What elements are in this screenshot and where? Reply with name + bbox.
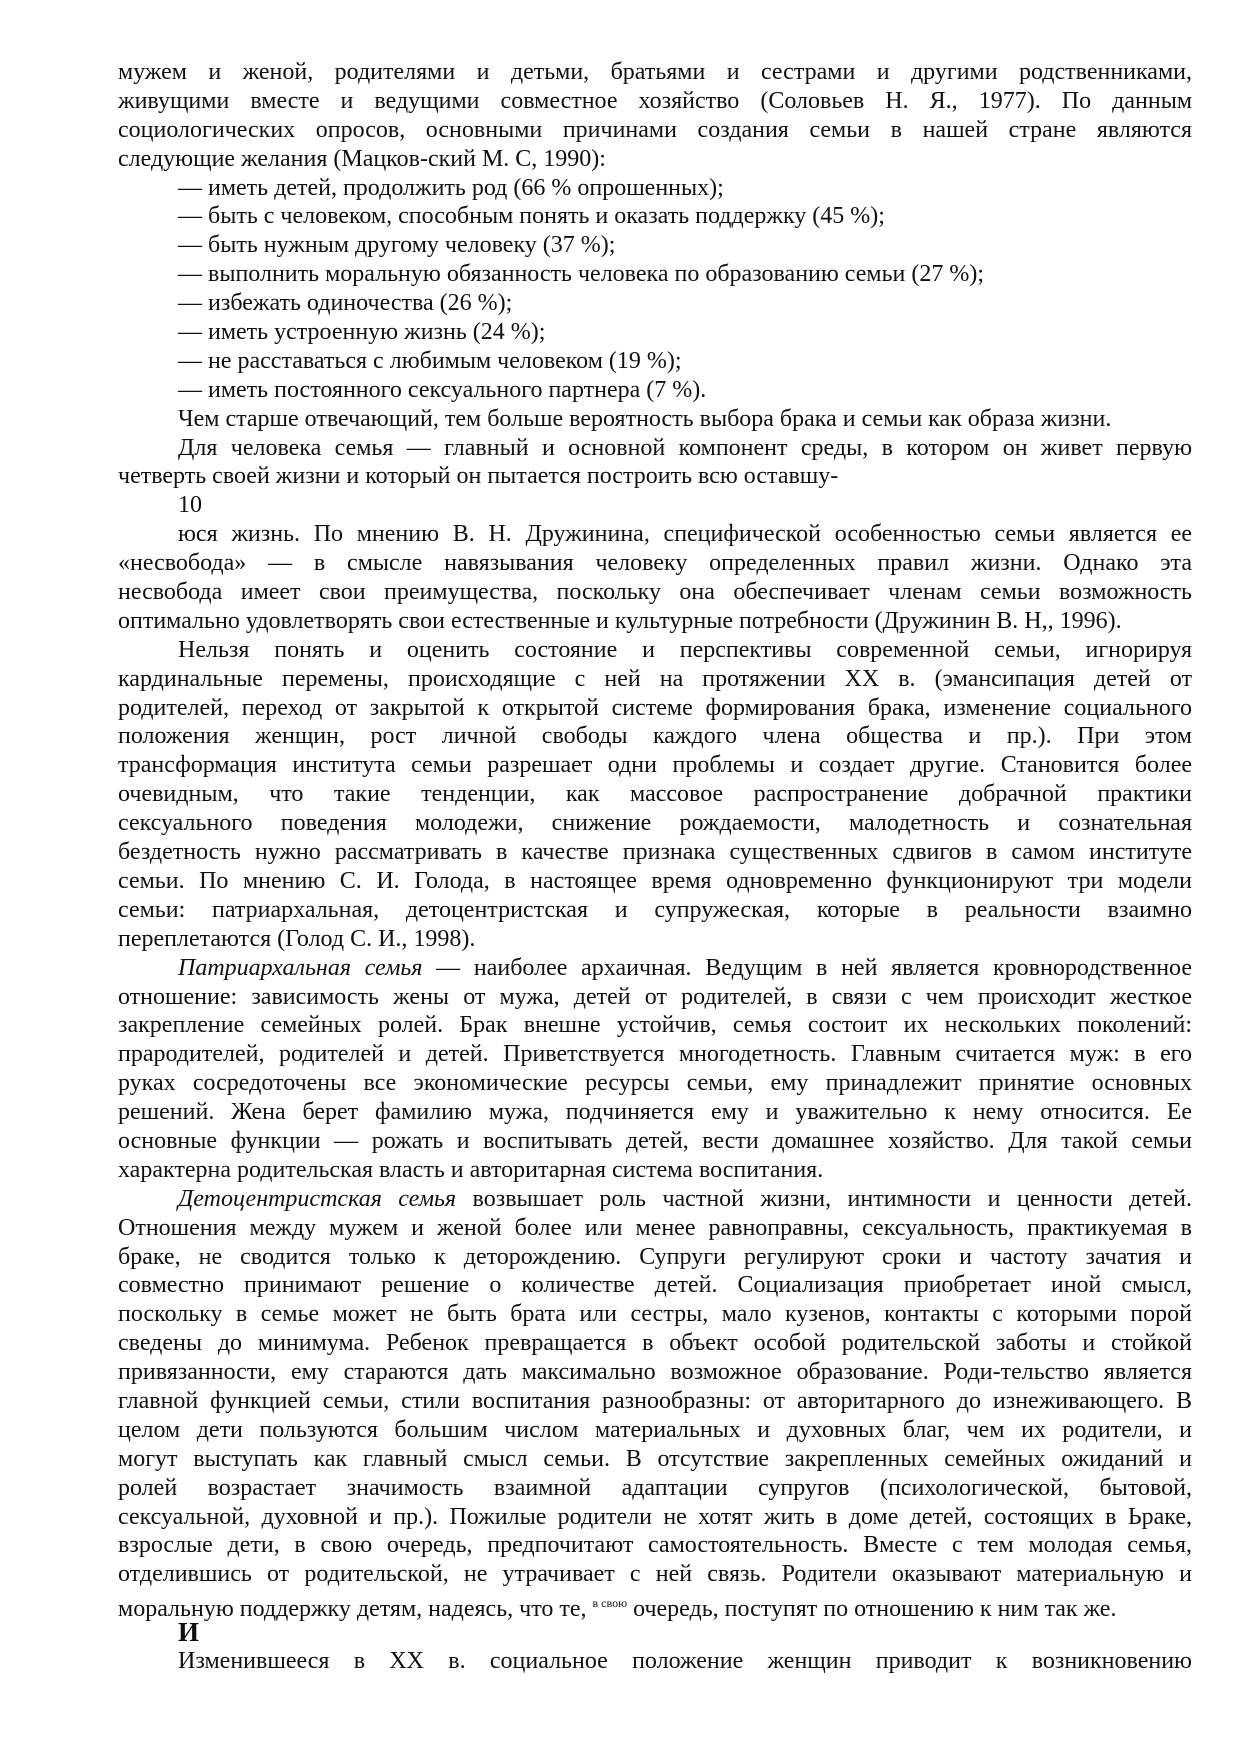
text-line: главной функцией семьи, стили воспитания разнообразны: от авторитарного до изнеживающего. В [118, 1387, 1192, 1414]
text-line: привязанности, ему стараются дать максимально возможное образование. Роди-тельство является [118, 1359, 1192, 1386]
italic-term: Патриархальная семья [178, 954, 423, 981]
text-line: семьи: патриархальная, детоцентристская и супружеская, которые в реальности взаимно [118, 896, 1192, 923]
text-line: мужем и женой, родителями и детьми, братьями и сестрами и другими родственниками, [118, 59, 1192, 85]
text-line: — выполнить моральную обязанность человека по образованию семьи (27 %); [178, 261, 985, 288]
line-text: моральную поддержку детям, надеясь, что те, [118, 1596, 593, 1623]
text-line: Отношения между мужем и женой более или менее равноправны, сексуальность, практикуемая в [118, 1214, 1192, 1241]
text-line: могут выступать как главный смысл семьи. В отсутствие закрепленных семейных ожиданий и [118, 1445, 1192, 1472]
text-line: отношение: зависимость жены от мужа, детей от родителей, в связи с чем происходит жесткое [118, 983, 1192, 1010]
text-line: бездетность нужно рассматривать в качестве признака существенных сдвигов в самом институте [118, 839, 1192, 866]
text-line: руках сосредоточены все экономические ресурсы семьи, ему принадлежит принятие основных [118, 1070, 1192, 1097]
text-line: — иметь постоянного сексуального партнера (7 %). [178, 376, 707, 403]
text-line: характерна родительская власть и авторитарная система воспитания. [118, 1156, 824, 1183]
stray-letter: И [178, 1617, 200, 1648]
page-number: 10 [178, 492, 202, 519]
text-line: четверть своей жизни и который он пытается построить всю оставшу- [118, 463, 839, 490]
text-line: закрепление семейных ролей. Брак внешне устойчив, семья состоит их нескольких поколений: [118, 1012, 1192, 1039]
text-line: ролей возрастает значимость взаимной адаптации супругов (психологической, бытовой, [118, 1474, 1192, 1501]
text-line: «несвобода» — в смысле навязывания человеку определенных правил жизни. Однако эта [118, 550, 1192, 577]
text-line [118, 954, 1192, 983]
text-line: Чем старше отвечающий, тем больше вероятность выбора брака и семьи как образа жизни. [178, 405, 1112, 432]
italic-term: Детоцентристская семья [178, 1185, 457, 1212]
text-line: сексуального поведения молодежи, снижение рождаемости, малодетность и сознательная [118, 810, 1192, 837]
text-line: юся жизнь. По мнению В. Н. Дружинина, специфической особенностью семьи является ее [178, 521, 1192, 548]
document-page [118, 58, 1192, 1676]
text-line: сведены до минимума. Ребенок превращается в объект особой родительской заботы и стойкой [118, 1330, 1192, 1357]
text-line: решений. Жена берет фамилию мужа, подчиняется ему и уважительно к нему относится. Ее [118, 1099, 1192, 1126]
text-line: переплетаются (Голод С. И., 1998). [118, 925, 476, 952]
text-line: кардинальные перемены, происходящие с ней на протяжении XX в. (эмансипация детей от [118, 665, 1192, 692]
line-text: возвышает роль частной жизни, интимности и ценности детей. [456, 1185, 1192, 1212]
text-line: очевидным, что такие тенденции, как массовое распространение добрачной практики [118, 781, 1192, 808]
text-line: трансформация института семьи разрешает одни проблемы и создает другие. Становится более [118, 752, 1192, 779]
text-line: Изменившееся в XX в. социальное положение женщин приводит к возникновению [178, 1647, 1192, 1674]
text-line: социологических опросов, основными причинами создания семьи в нашей стране являются [118, 116, 1192, 143]
text-line: — быть нужным другому человеку (37 %); [178, 232, 616, 259]
text-line: семьи. По мнению С. И. Голода, в настоящее время одновременно функционируют три модели [118, 867, 1192, 894]
line-text: — наиболее архаичная. Ведущим в ней является кровнородственное [422, 954, 1192, 981]
text-line: оптимально удовлетворять свои естественные и культурные потребности (Дружинин В. Н,, 1996). [118, 607, 1122, 634]
text-line: целом дети пользуются большим числом материальных и духовных благ, чем их родители, и [118, 1416, 1192, 1443]
text-line: сексуальной, духовной и пр.). Пожилые родители не хотят жить в доме детей, состоящих в Ьраке, [118, 1503, 1192, 1530]
text-line: — не расставаться с любимым человеком (19 %); [178, 347, 682, 374]
text-line: поскольку в семье может не быть брата или сестры, мало кузенов, контакты с которыми порой [118, 1301, 1192, 1328]
text-line: совместно принимают решение о количестве детей. Социализация приобретает иной смысл, [118, 1272, 1192, 1299]
text-line: следующие желания (Мацков-ский М. С, 1990): [118, 145, 606, 172]
text-line: родителей, переход от закрытой к открытой системе формирования брака, изменение социального [118, 694, 1192, 721]
text-line [118, 1185, 1192, 1214]
line-text: очередь, поступят по отношению к ним так же. [627, 1596, 1117, 1623]
text-line: взрослые дети, в свою очередь, предпочитают самостоятельность. Вместе с тем молодая семья, [118, 1532, 1192, 1559]
text-line: живущими вместе и ведущими совместное хозяйство (Соловьев Н. Я., 1977). По данным [118, 87, 1192, 114]
text-line: — быть с человеком, способным понять и оказать поддержку (45 %); [178, 203, 885, 230]
text-line: Для человека семья — главный и основной компонент среды, в котором он живет первую [178, 434, 1192, 461]
text-line: — иметь устроенную жизнь (24 %); [178, 319, 546, 346]
text-line: — избежать одиночества (26 %); [178, 290, 513, 317]
text-line: основные функции — рожать и воспитывать детей, вести домашнее хозяйство. Для такой семьи [118, 1127, 1192, 1154]
text-line: Нельзя понять и оценить состояние и перспективы современной семьи, игнорируя [178, 636, 1192, 663]
text-line: — иметь детей, продолжить род (66 % опрошенных); [178, 174, 724, 201]
text-line: несвобода имеет свои преимущества, поскольку она обеспечивает членам семьи возможность [118, 579, 1192, 606]
text-line: отделившись от родительской, не утрачивает с ней связь. Родители оказывают материальную и [118, 1561, 1192, 1588]
text-line [118, 1589, 1192, 1623]
superscript-text: в свою [592, 1596, 628, 1611]
text-line: прародителей, родителей и детей. Приветствуется многодетность. Главным считается муж: в его [118, 1041, 1192, 1068]
text-line: положения женщин, рост личной свободы каждого члена общества и пр.). При этом [118, 723, 1192, 750]
text-line: браке, не сводится только к деторождению. Супруги регулируют сроки и частоту зачатия и [118, 1243, 1192, 1270]
